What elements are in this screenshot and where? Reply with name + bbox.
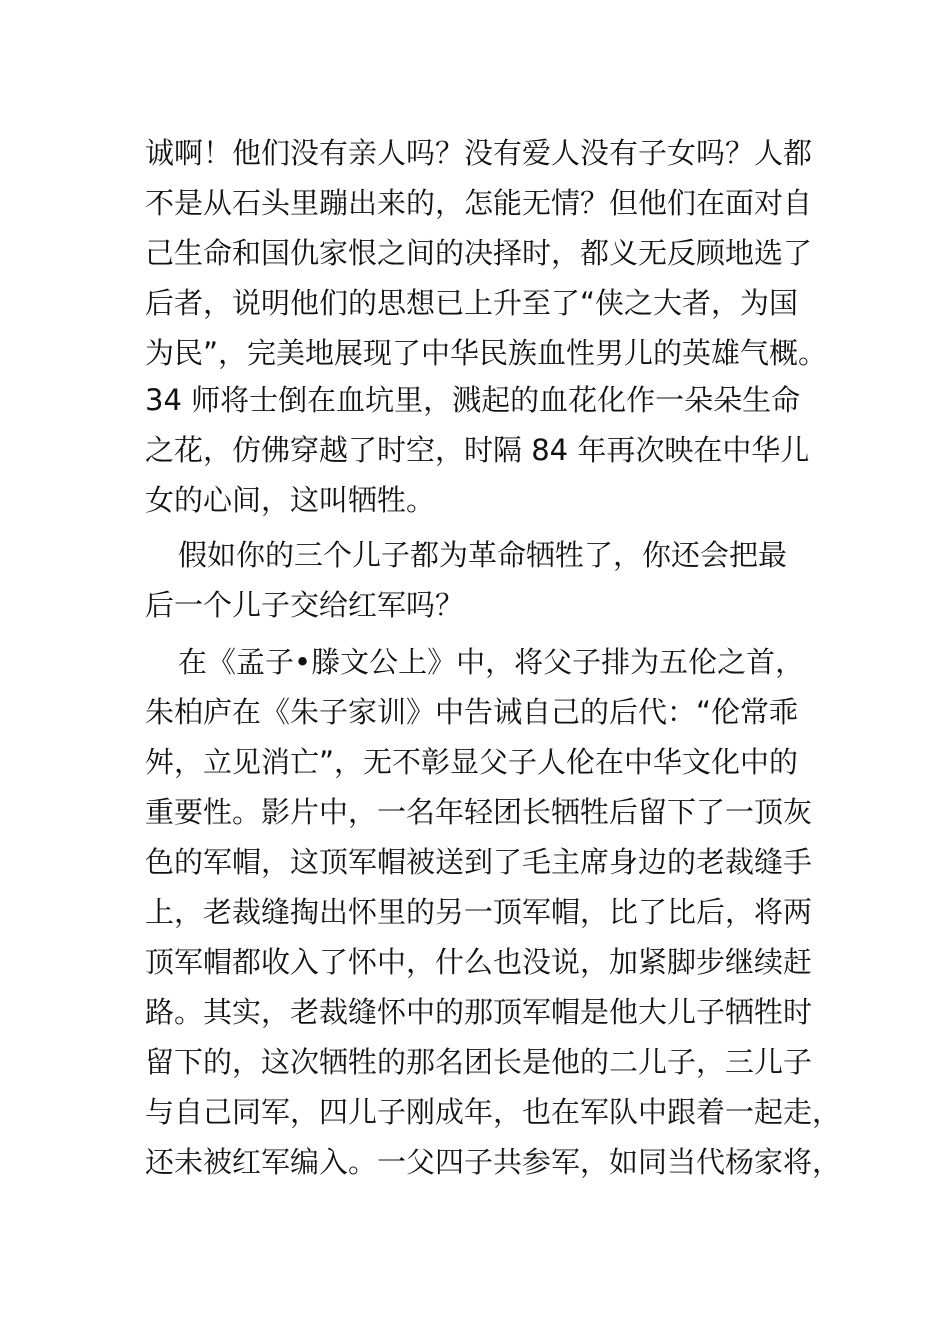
text-line: 后一个儿子交给红军吗？ [145,588,465,622]
text-line: 路。其实，老裁缝怀中的那顶军帽是他大儿子牺牲时 [145,995,813,1029]
text-line: 34 师将士倒在血坑里，溅起的血花化作一朵朵生命 [145,383,801,417]
paragraph-first-line: 在《孟子•滕文公上》中，将父子排为五伦之首， [178,645,805,679]
text-line: 不是从石头里蹦出来的，怎能无情？但他们在面对自 [145,186,813,220]
text-line: 后者，说明他们的思想已上升至了“侠之大者，为国 [145,286,799,320]
text-line: 顶军帽都收入了怀中，什么也没说，加紧脚步继续赶 [145,945,813,979]
text-line: 留下的，这次牺牲的那名团长是他的二儿子，三儿子 [145,1045,813,1079]
text-line: 为民”，完美地展现了中华民族血性男儿的英雄气概。 [145,336,828,370]
text-line: 诚啊！他们没有亲人吗？没有爱人没有子女吗？人都 [145,136,813,170]
text-line: 舛，立见消亡”，无不彰显父子人伦在中华文化中的 [145,745,799,779]
text-line: 色的军帽，这顶军帽被送到了毛主席身边的老裁缝手 [145,845,813,879]
text-line: 上，老裁缝掏出怀里的另一顶军帽，比了比后，将两 [145,895,813,929]
text-line: 己生命和国仇家恨之间的决择时，都义无反顾地选了 [145,236,813,270]
text-line: 之花，仿佛穿越了时空，时隔 84 年再次映在中华儿 [145,433,810,467]
text-line: 女的心间，这叫牺牲。 [145,483,436,517]
paragraph-first-line: 假如你的三个儿子都为革命牺牲了，你还会把最 [178,538,788,572]
text-line: 还未被红军编入。一父四子共参军，如同当代杨家将， [145,1145,842,1179]
text-line: 朱柏庐在《朱子家训》中告诫自己的后代：“伦常乖 [145,695,799,729]
text-line: 重要性。影片中，一名年轻团长牺牲后留下了一顶灰 [145,795,813,829]
text-line: 与自己同军，四儿子刚成年，也在军队中跟着一起走， [145,1095,842,1129]
